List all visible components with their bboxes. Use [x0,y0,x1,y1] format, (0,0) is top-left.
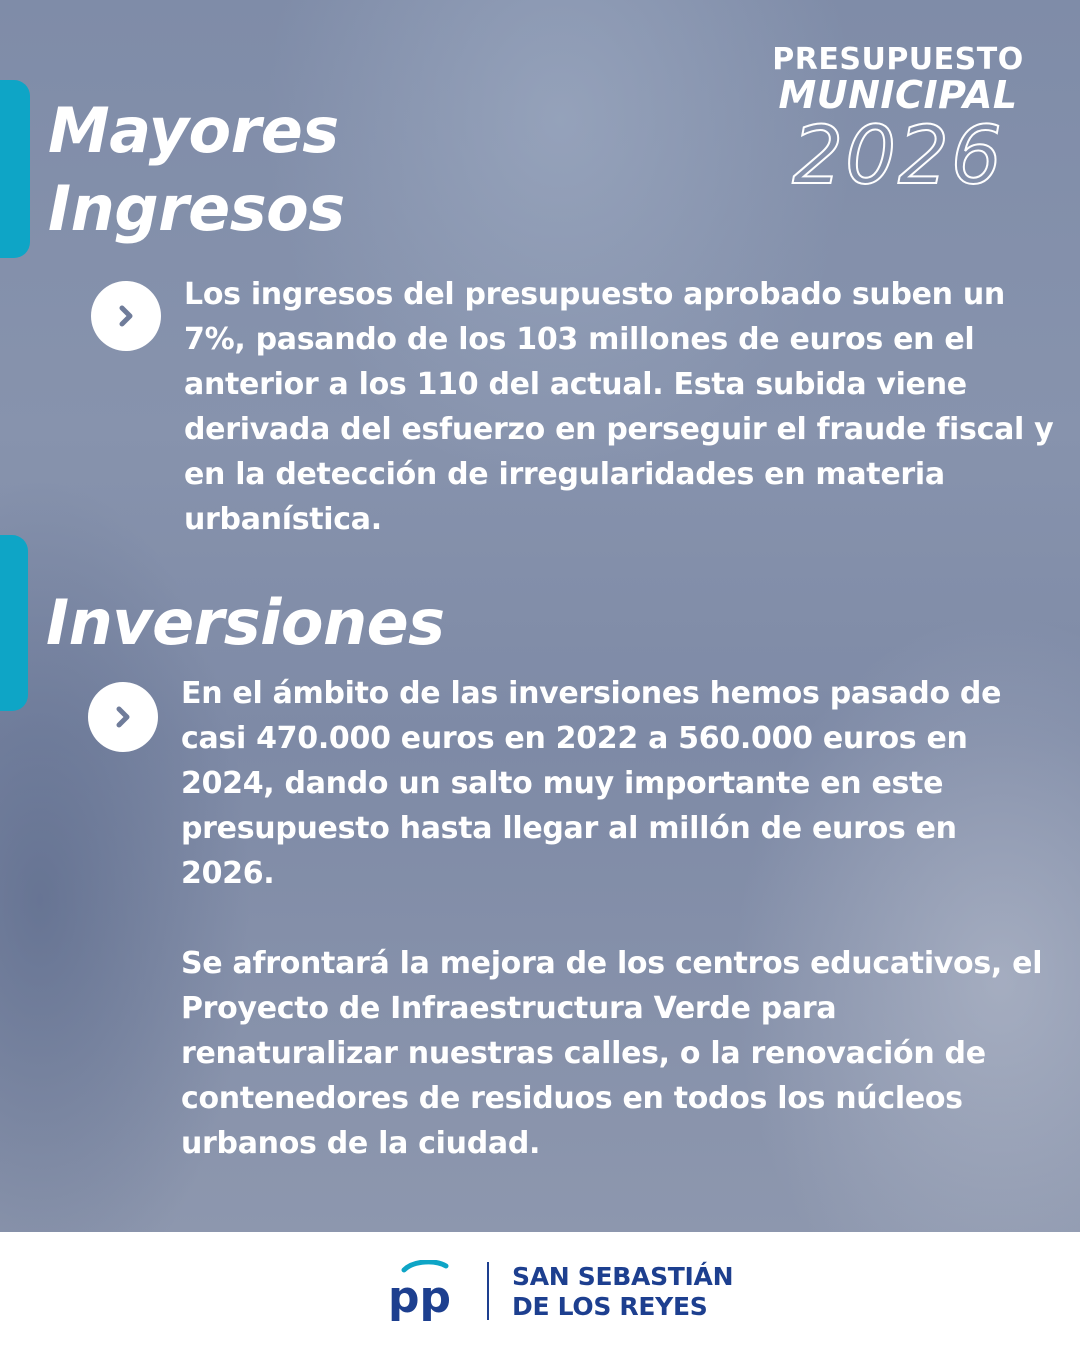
section-title-inversiones: Inversiones [46,586,445,659]
svg-text:pp: pp [388,1272,451,1323]
badge-line-presupuesto: PRESUPUESTO [772,42,1024,77]
badge-line-municipal: MUNICIPAL [778,73,1018,117]
badge-year: 2026 [792,109,1004,202]
title-line: Mayores [48,94,339,167]
pp-logo [384,1260,470,1324]
city-line: DE LOS REYES [512,1292,708,1321]
city-name [512,1262,733,1322]
footer-divider [487,1262,489,1320]
chevron-right-icon [91,281,161,351]
section-title-ingresos [48,92,345,248]
city-line: SAN SEBASTIÁN [512,1262,734,1291]
accent-bar [0,80,30,258]
footer [0,1232,1080,1350]
inversiones-paragraph: En el ámbito de las inversiones hemos pasado de casi 470.000 euros en 2022 a 560.000 euros en 2024, dando un salto muy importante en este presupuesto hasta llegar al millón de euros en 2026. [181,676,1002,891]
accent-bar [0,535,28,711]
budget-badge [768,42,1028,202]
title-line: Ingresos [48,172,345,245]
chevron-right-icon [88,682,158,752]
inversiones-paragraph-2: Se afrontará la mejora de los centros educativos, el Proyecto de Infraestructura Verde para renaturalizar nuestras calles, o la renovación de contenedores de residuos en todos los núcleos urbanos de la ciudad. [181,946,1043,1161]
ingresos-paragraph: Los ingresos del presupuesto aprobado suben un 7%, pasando de los 103 millones de euros en el anterior a los 110 del actual. Esta subida viene derivada del esfuerzo en perseguir el fraude fiscal y en la detección de irregularidades en materia urbanística. [184,277,1054,537]
